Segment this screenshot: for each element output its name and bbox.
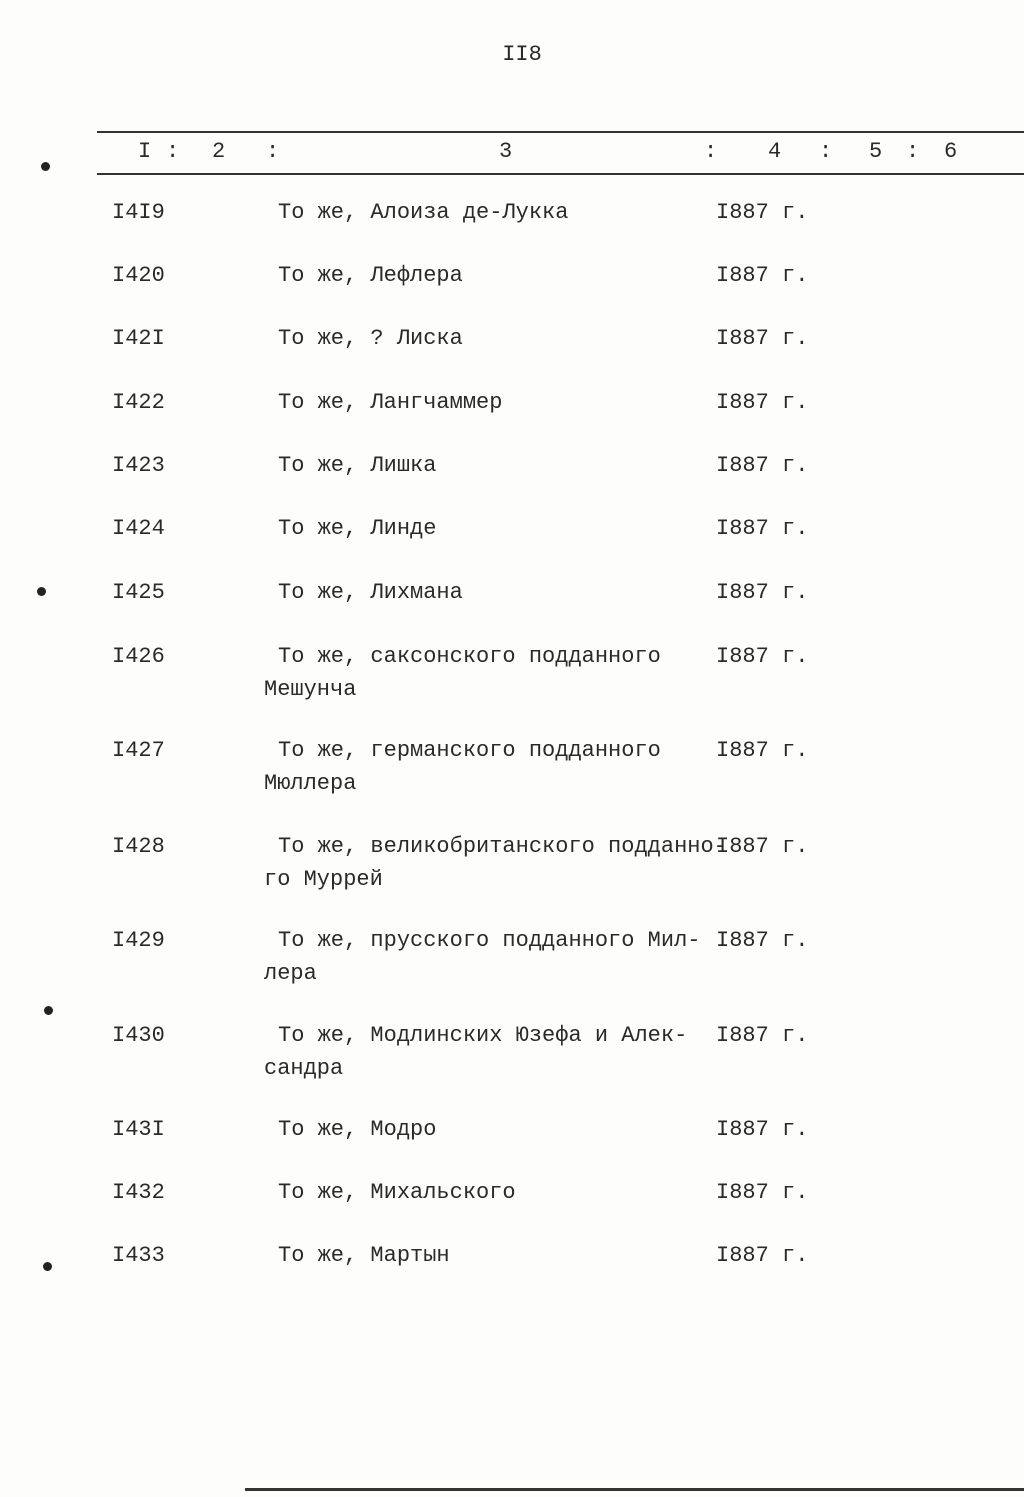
row-description: То же, Алоиза де-Лукка [278,200,569,225]
row-description: То же, Линде [278,516,437,541]
header-sep-5: : [906,139,920,164]
binding-hole-mark [44,1006,53,1015]
row-number: I432 [112,1180,165,1205]
row-number: I423 [112,453,165,478]
row-year: I887 г. [716,516,809,541]
row-description: То же, Модро [278,1117,437,1142]
row-description-continuation: сандра [264,1056,344,1081]
row-number: I424 [112,516,165,541]
header-col-3: 3 [499,139,513,164]
header-col-1: I [138,139,152,164]
row-number: I430 [112,1023,165,1048]
binding-hole-mark [41,162,50,171]
row-description: То же, германского подданного [278,738,661,763]
row-number: I420 [112,263,165,288]
row-description-continuation: го Муррей [264,867,383,892]
header-top-rule [97,131,1024,133]
header-bottom-rule [97,173,1024,175]
row-number: I428 [112,834,165,859]
row-year: I887 г. [716,263,809,288]
row-description: То же, Модлинских Юзефа и Алек- [278,1023,688,1048]
row-description: То же, прусского подданного Мил- [278,928,701,953]
binding-hole-mark [37,587,46,596]
header-sep-4: : [819,139,833,164]
row-number: I422 [112,390,165,415]
page-bottom-rule [245,1488,1024,1491]
row-description: То же, Мартын [278,1243,450,1268]
row-year: I887 г. [716,738,809,763]
row-description-continuation: Мюллера [264,771,357,796]
row-number: I427 [112,738,165,763]
row-year: I887 г. [716,453,809,478]
row-description: То же, Лишка [278,453,437,478]
row-year: I887 г. [716,1243,809,1268]
row-number: I42I [112,326,165,351]
header-col-6: 6 [944,139,958,164]
row-description: То же, великобританского подданно- [278,834,727,859]
row-year: I887 г. [716,644,809,669]
row-number: I43I [112,1117,165,1142]
row-description: То же, саксонского подданного [278,644,661,669]
page-number: II8 [502,42,542,67]
row-year: I887 г. [716,928,809,953]
row-description-continuation: лера [264,961,317,986]
row-year: I887 г. [716,1180,809,1205]
row-year: I887 г. [716,326,809,351]
row-year: I887 г. [716,390,809,415]
header-col-2: 2 [212,139,226,164]
row-year: I887 г. [716,1117,809,1142]
header-col-5: 5 [869,139,883,164]
header-sep-1: : [166,139,180,164]
row-number: I4I9 [112,200,165,225]
row-number: I433 [112,1243,165,1268]
row-year: I887 г. [716,580,809,605]
row-description-continuation: Мешунча [264,677,357,702]
row-description: То же, Михальского [278,1180,516,1205]
row-description: То же, Лефлера [278,263,463,288]
binding-hole-mark [43,1262,52,1271]
row-number: I425 [112,580,165,605]
row-year: I887 г. [716,200,809,225]
row-description: То же, Лангчаммер [278,390,503,415]
row-number: I429 [112,928,165,953]
row-description: То же, Лихмана [278,580,463,605]
header-sep-3: : [704,139,718,164]
row-description: То же, ? Лиска [278,326,463,351]
row-year: I887 г. [716,1023,809,1048]
header-sep-2: : [266,139,280,164]
header-col-4: 4 [768,139,782,164]
row-number: I426 [112,644,165,669]
row-year: I887 г. [716,834,809,859]
